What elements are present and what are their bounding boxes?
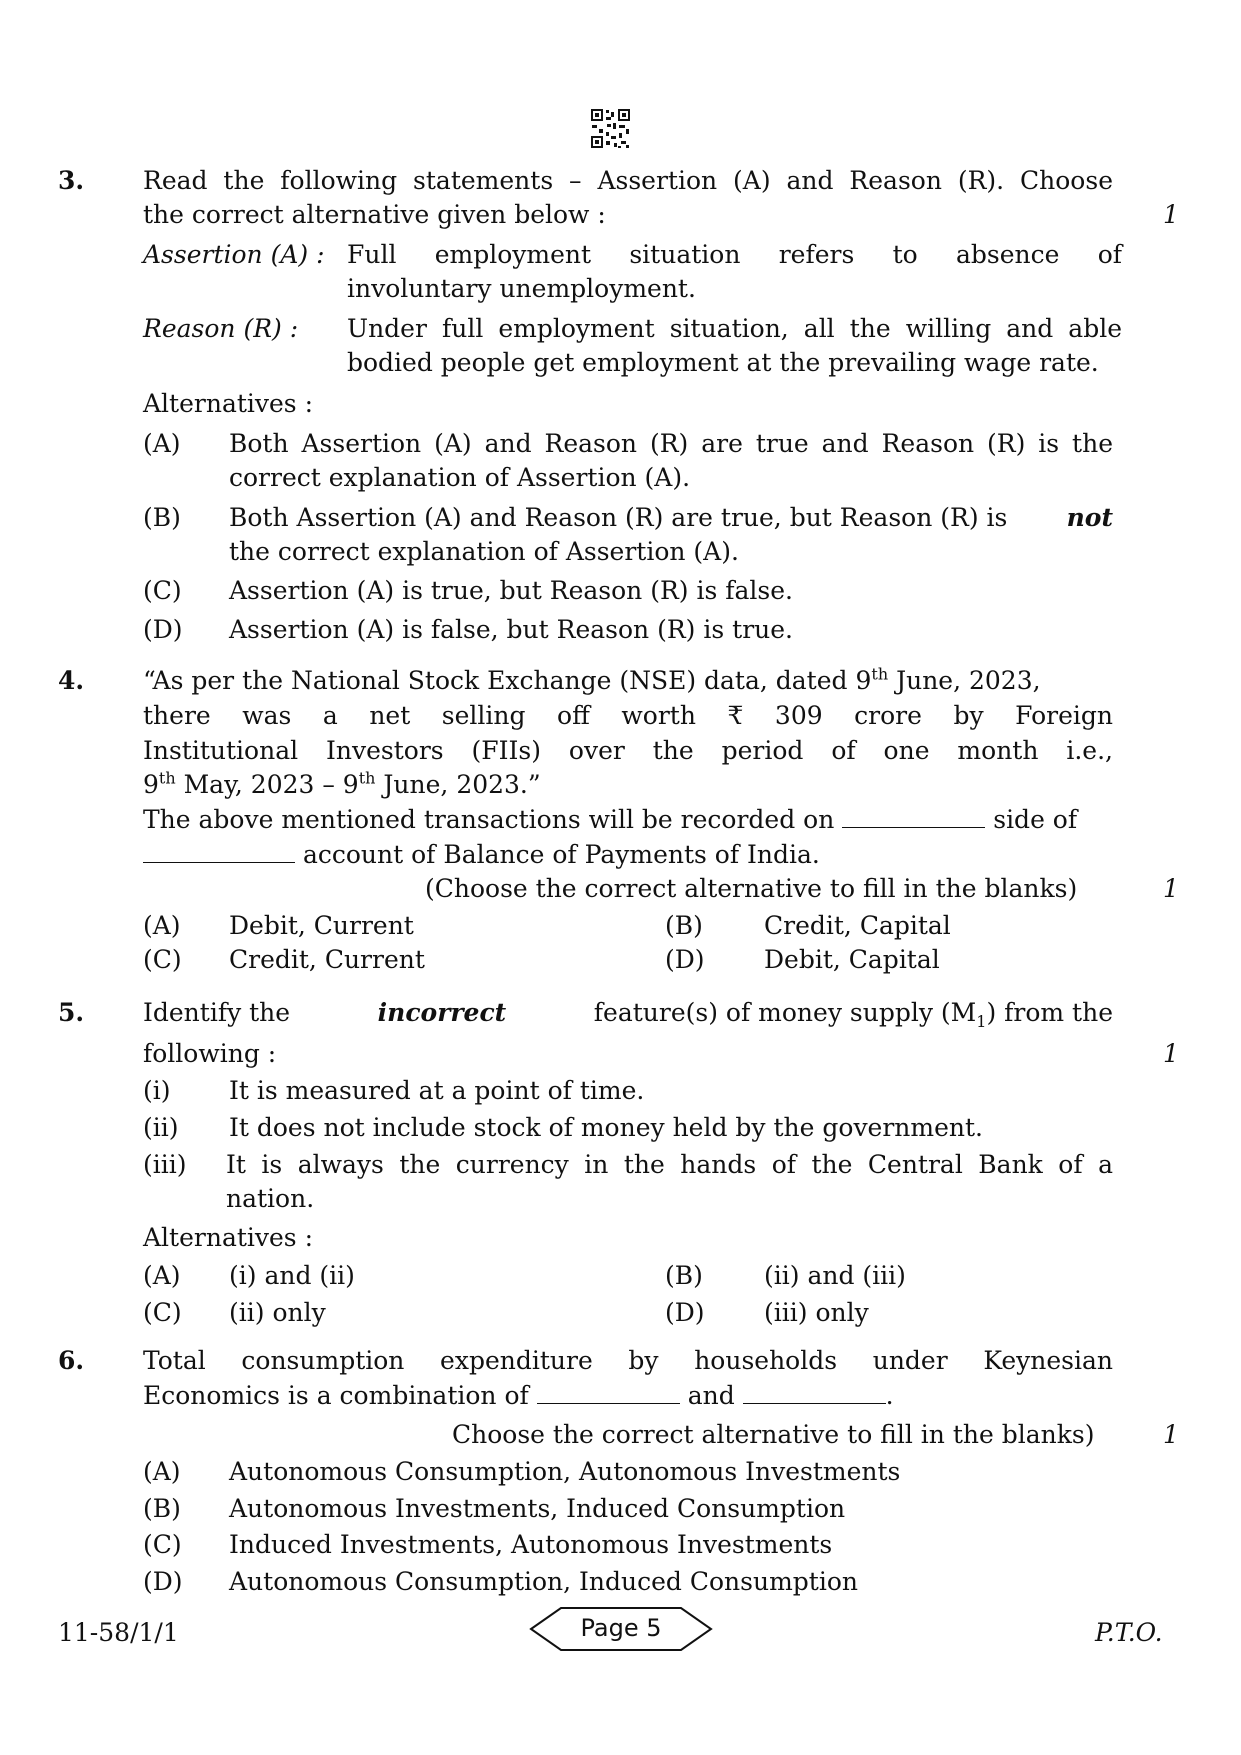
option-text: (ii) and (iii) — [764, 1261, 906, 1290]
option-line — [229, 502, 1113, 533]
page-number: Page 5 — [580, 1614, 662, 1642]
option-label: (B) — [665, 1261, 703, 1290]
question-text: there was a net selling off worth ₹ 309 crore by Foreign — [143, 701, 1113, 730]
option-text: (iii) only — [764, 1298, 869, 1327]
question-number: 5. — [58, 998, 85, 1027]
question-number: 6. — [58, 1346, 85, 1375]
assertion-label: Assertion (A) : — [143, 240, 325, 269]
option-text: Debit, Current — [229, 911, 414, 940]
question-text: Identify the incorrect feature(s) of money supply $(M_1)$ from the — [143, 998, 1113, 1031]
answer-blank — [143, 842, 295, 863]
option-text: Assertion (A) is false, but Reason (R) is true. — [229, 615, 793, 644]
option-text: the correct explanation of Assertion (A). — [229, 537, 739, 566]
question-text: Economics is a combination of and . — [143, 1381, 894, 1410]
option-label: (C) — [143, 1298, 182, 1327]
option-label: (B) — [143, 1494, 181, 1523]
option-text: correct explanation of Assertion (A). — [229, 463, 691, 492]
question-text: Institutional Investors (FIIs) over the period of one month i.e., — [143, 736, 1113, 765]
instruction: (Choose the correct alternative to fill in the blanks) — [425, 874, 1078, 903]
question-text: Read the following statements – Assertion (A) and Reason (R). Choose — [143, 166, 1113, 195]
option-text: Both Assertion (A) and Reason (R) are true and Reason (R) is the — [229, 429, 1113, 458]
reason-text: bodied people get employment at the prevailing wage rate. — [347, 348, 1099, 377]
alternatives-heading: Alternatives : — [143, 1223, 314, 1252]
option-label: (B) — [143, 503, 181, 532]
marks: 1 — [1163, 200, 1179, 229]
question-text: following : — [143, 1039, 277, 1068]
paper-code: 11-58/1/1 — [58, 1618, 179, 1647]
marks: 1 — [1163, 1039, 1179, 1068]
option-text: Assertion (A) is true, but Reason (R) is false. — [229, 576, 793, 605]
option-text: Autonomous Consumption, Autonomous Investments — [229, 1457, 901, 1486]
assertion-text: Full employment situation refers to absence of — [347, 240, 1122, 269]
item-label: (iii) — [143, 1150, 187, 1179]
emphasis-incorrect: incorrect — [377, 998, 507, 1027]
answer-blank — [537, 1383, 680, 1404]
question-number: 3. — [58, 166, 85, 195]
question-text: account of Balance of Payments of India. — [143, 839, 820, 870]
option-text: Debit, Capital — [764, 945, 940, 974]
option-text: Credit, Capital — [764, 911, 951, 940]
instruction: Choose the correct alternative to fill in the blanks) — [452, 1420, 1095, 1449]
option-text: (ii) only — [229, 1298, 326, 1327]
option-label: (C) — [143, 945, 182, 974]
option-text: Credit, Current — [229, 945, 425, 974]
answer-blank — [743, 1383, 886, 1404]
emphasis-not: not — [1066, 503, 1113, 532]
option-text: Autonomous Investments, Induced Consumption — [229, 1494, 846, 1523]
pto: P.T.O. — [1095, 1618, 1163, 1647]
item-text: It is always the currency in the hands of the Central Bank of a — [226, 1150, 1113, 1179]
marks: 1 — [1163, 874, 1179, 903]
item-label: (i) — [143, 1076, 171, 1105]
marks: 1 — [1163, 1420, 1179, 1449]
option-label: (A) — [143, 1457, 181, 1486]
question-text: “As per the National Stock Exchange (NSE) data, dated 9th June, 2023, — [143, 664, 1041, 695]
reason-label: Reason (R) : — [143, 314, 299, 343]
option-text: (i) and (ii) — [229, 1261, 355, 1290]
option-text: Induced Investments, Autonomous Investments — [229, 1530, 833, 1559]
item-text: nation. — [226, 1184, 315, 1213]
option-label: (B) — [665, 911, 703, 940]
question-text: Total consumption expenditure by households under Keynesian — [143, 1346, 1113, 1375]
item-text: It does not include stock of money held by the government. — [229, 1113, 984, 1142]
option-label: (D) — [665, 945, 705, 974]
option-label: (C) — [143, 576, 182, 605]
option-text: Both Assertion (A) and Reason (R) are true, but Reason (R) is — [229, 503, 1008, 532]
option-label: (A) — [143, 1261, 181, 1290]
alternatives-heading: Alternatives : — [143, 389, 314, 418]
option-label: (C) — [143, 1530, 182, 1559]
reason-text: Under full employment situation, all the willing and able — [347, 314, 1122, 343]
question-number: 4. — [58, 666, 85, 695]
option-label: (A) — [143, 429, 181, 458]
assertion-text: involuntary unemployment. — [347, 274, 696, 303]
option-label: (D) — [143, 615, 183, 644]
option-label: (D) — [665, 1298, 705, 1327]
page-number-badge — [528, 1606, 714, 1652]
question-text: 9th May, 2023 – 9th June, 2023.” — [143, 768, 541, 799]
item-label: (ii) — [143, 1113, 179, 1142]
option-label: (A) — [143, 911, 181, 940]
item-text: It is measured at a point of time. — [229, 1076, 645, 1105]
question-text: The above mentioned transactions will be recorded on side of — [143, 805, 1078, 834]
answer-blank — [842, 807, 985, 828]
option-text: Autonomous Consumption, Induced Consumption — [229, 1567, 858, 1596]
qr-code — [590, 108, 631, 149]
option-label: (D) — [143, 1567, 183, 1596]
question-text: the correct alternative given below : — [143, 200, 606, 229]
